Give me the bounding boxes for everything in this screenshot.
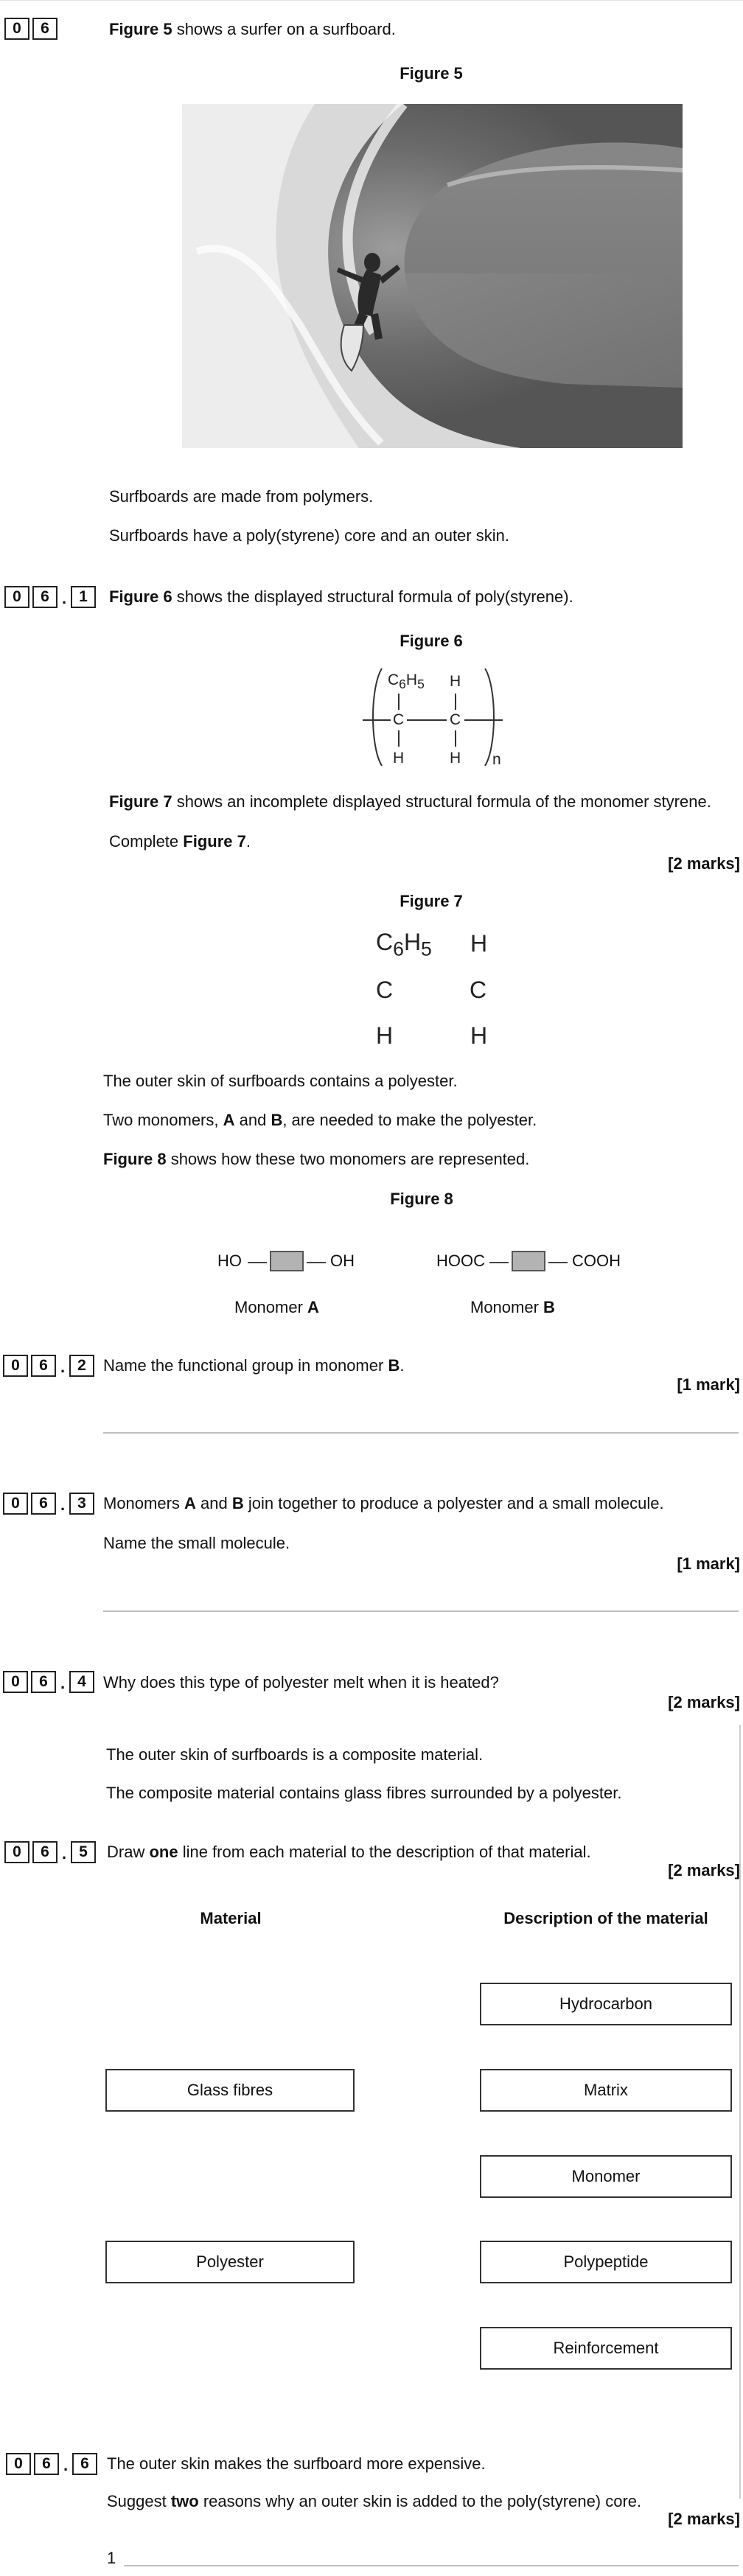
monomer-a-label bbox=[234, 1298, 319, 1317]
atom: C bbox=[388, 671, 400, 688]
q066-answer-line-1[interactable] bbox=[124, 2565, 739, 2566]
description-matrix[interactable]: Matrix bbox=[480, 2069, 732, 2112]
q062-text bbox=[103, 1356, 404, 1375]
monomer-ref: A bbox=[307, 1298, 319, 1316]
polyester-para2 bbox=[103, 1111, 537, 1130]
text: Suggest bbox=[107, 2492, 171, 2510]
emphasis: two bbox=[170, 2492, 199, 2510]
figure-7-caption: Figure 7 bbox=[400, 892, 463, 910]
bond-line bbox=[548, 1262, 568, 1263]
qnum-digit: 0 bbox=[4, 18, 29, 40]
text: reasons why an outer skin is added to the poly(styrene) core. bbox=[198, 2492, 642, 2510]
text: line from each material to the description of that material. bbox=[178, 1843, 591, 1861]
q066-text: The outer skin makes the surfboard more expensive. bbox=[107, 2454, 486, 2473]
q061-intro bbox=[109, 587, 573, 607]
atom: H bbox=[403, 929, 422, 955]
q06-para1: Surfboards are made from polymers. bbox=[109, 487, 374, 506]
text: . bbox=[400, 1356, 405, 1375]
fig7-c-left[interactable]: C bbox=[376, 977, 394, 1003]
text: Monomer bbox=[470, 1298, 544, 1316]
qnum-digit: 6 bbox=[32, 18, 57, 40]
qnum-digit: 4 bbox=[69, 1671, 94, 1693]
description-column-header: Description of the material bbox=[503, 1909, 708, 1927]
qnum-digit: 0 bbox=[3, 1355, 28, 1377]
qnum-digit: 1 bbox=[71, 586, 96, 608]
complete-instruction bbox=[109, 832, 251, 851]
figure-6-caption: Figure 6 bbox=[400, 632, 463, 650]
monomer-b-box bbox=[512, 1251, 545, 1271]
question-number-06-2 bbox=[3, 1355, 97, 1377]
surfer-photo bbox=[182, 104, 683, 448]
qnum-digit: 0 bbox=[3, 1671, 28, 1693]
material-column-header: Material bbox=[200, 1909, 262, 1927]
text: Monomer bbox=[234, 1298, 308, 1316]
fig7-h-bottom-left[interactable]: H bbox=[376, 1022, 394, 1049]
text: join together to produce a polyester and a small molecule. bbox=[243, 1494, 664, 1512]
q066-marks: [2 marks] bbox=[668, 2510, 740, 2528]
monomer-a-box bbox=[270, 1251, 304, 1271]
figure-6-formula bbox=[360, 666, 507, 769]
q062-answer-line[interactable] bbox=[103, 1432, 739, 1434]
fig6-n: n bbox=[492, 751, 501, 768]
monomer-ref: B bbox=[231, 1494, 244, 1512]
qnum-digit: 0 bbox=[6, 2453, 31, 2475]
fig6-c6h5 bbox=[388, 671, 425, 692]
emphasis: one bbox=[149, 1843, 178, 1861]
text: Complete bbox=[109, 832, 184, 851]
qnum-digit: 2 bbox=[69, 1355, 94, 1377]
q063-marks: [1 mark] bbox=[677, 1554, 740, 1573]
figure-5-caption: Figure 5 bbox=[400, 64, 463, 83]
qnum-digit: 6 bbox=[31, 1355, 56, 1377]
fig6-c-right: C bbox=[450, 711, 461, 728]
question-number-06-4 bbox=[3, 1671, 97, 1693]
subscript: 6 bbox=[399, 677, 406, 692]
qnum-dot: . bbox=[63, 2456, 69, 2474]
q061-intro-text: shows the displayed structural formula of poly(styrene). bbox=[172, 587, 573, 606]
answer-line-number: 1 bbox=[107, 2549, 116, 2567]
bond-line bbox=[489, 1262, 509, 1263]
text: and bbox=[234, 1111, 271, 1129]
qnum-digit: 6 bbox=[32, 586, 57, 608]
text: Name the functional group in monomer bbox=[103, 1356, 388, 1375]
text: , are needed to make the polyester. bbox=[282, 1111, 537, 1129]
material-glass-fibres[interactable]: Glass fibres bbox=[105, 2069, 355, 2112]
description-reinforcement[interactable]: Reinforcement bbox=[480, 2327, 732, 2370]
atom: C bbox=[376, 929, 394, 955]
fig6-h-bottom-right: H bbox=[450, 750, 461, 767]
polyester-para1: The outer skin of surfboards contains a polyester. bbox=[103, 1072, 458, 1090]
text: Monomers bbox=[103, 1494, 185, 1512]
question-number-06-3 bbox=[3, 1493, 97, 1515]
q064-text: Why does this type of polyester melt when it is heated? bbox=[103, 1673, 499, 1692]
bond-line bbox=[248, 1262, 267, 1263]
bond-line bbox=[307, 1262, 326, 1263]
monomer-ref: A bbox=[184, 1494, 196, 1512]
figure-ref: Figure 5 bbox=[109, 20, 172, 38]
q062-marks: [1 mark] bbox=[677, 1375, 740, 1394]
description-polypeptide[interactable]: Polypeptide bbox=[480, 2241, 732, 2283]
figure-8-caption: Figure 8 bbox=[390, 1190, 453, 1208]
monomer-a-right-group: OH bbox=[330, 1252, 355, 1270]
q064-marks: [2 marks] bbox=[668, 1693, 740, 1711]
qnum-digit: 6 bbox=[72, 2453, 97, 2475]
q063-text bbox=[103, 1494, 664, 1513]
composite-para2: The composite material contains glass fibres surrounded by a polyester. bbox=[106, 1784, 622, 1802]
polyester-para3 bbox=[103, 1150, 529, 1169]
qnum-digit: 6 bbox=[34, 2453, 59, 2475]
text: and bbox=[195, 1494, 232, 1512]
qnum-digit: 6 bbox=[32, 1841, 57, 1863]
page-side-rule bbox=[739, 1725, 741, 2499]
q065-text bbox=[107, 1843, 591, 1862]
page-top-rule bbox=[0, 0, 743, 1]
subscript: 6 bbox=[393, 938, 404, 960]
fig7-c6h5 bbox=[376, 929, 432, 960]
text: . bbox=[245, 832, 251, 851]
qnum-dot: . bbox=[60, 1674, 66, 1692]
subscript: 5 bbox=[421, 938, 432, 960]
subscript: 5 bbox=[417, 677, 425, 692]
q061-marks: [2 marks] bbox=[668, 854, 740, 873]
fig6-h-bottom-left: H bbox=[393, 750, 405, 767]
qnum-digit: 6 bbox=[31, 1671, 56, 1693]
qnum-digit: 0 bbox=[4, 1841, 29, 1863]
atom: H bbox=[405, 671, 418, 688]
question-number-06-6 bbox=[6, 2453, 100, 2475]
question-number-06-1 bbox=[4, 586, 99, 608]
monomer-b-label bbox=[470, 1298, 555, 1317]
q065-marks: [2 marks] bbox=[668, 1861, 740, 1879]
question-number-06-5 bbox=[4, 1841, 99, 1863]
monomer-ref: A bbox=[223, 1111, 235, 1129]
q063-answer-line[interactable] bbox=[103, 1610, 739, 1612]
description-hydrocarbon[interactable]: Hydrocarbon bbox=[480, 1983, 732, 2025]
monomer-b-left-group: HOOC bbox=[436, 1252, 485, 1270]
fig6-c-left: C bbox=[393, 711, 405, 728]
figure-6-bonds bbox=[360, 666, 507, 769]
fig7-h-bottom-right[interactable]: H bbox=[470, 1022, 488, 1049]
qnum-digit: 3 bbox=[69, 1493, 94, 1515]
composite-para1: The outer skin of surfboards is a composite material. bbox=[106, 1745, 484, 1764]
figure-ref: Figure 8 bbox=[103, 1150, 167, 1168]
qnum-digit: 0 bbox=[3, 1493, 28, 1515]
fig7-intro-text: shows an incomplete displayed structural formula of the monomer styrene. bbox=[172, 792, 711, 811]
q063-text2: Name the small molecule. bbox=[103, 1534, 290, 1552]
text: Two monomers, bbox=[103, 1111, 223, 1129]
qnum-dot: . bbox=[61, 589, 67, 607]
monomer-ref: B bbox=[271, 1111, 283, 1129]
qnum-dot: . bbox=[61, 1844, 67, 1863]
q06-para2: Surfboards have a poly(styrene) core and an outer skin. bbox=[109, 526, 509, 545]
material-polyester[interactable]: Polyester bbox=[105, 2241, 355, 2283]
fig7-intro bbox=[109, 792, 711, 811]
q066-text2 bbox=[107, 2492, 641, 2511]
qnum-dot: . bbox=[60, 1358, 66, 1376]
question-number-06 bbox=[4, 18, 60, 40]
monomer-ref: B bbox=[543, 1298, 555, 1316]
qnum-digit: 6 bbox=[31, 1493, 56, 1515]
figure-ref: Figure 6 bbox=[109, 587, 172, 606]
monomer-b-right-group: COOH bbox=[572, 1252, 621, 1270]
monomer-a-left-group: HO bbox=[217, 1252, 242, 1270]
figure-ref: Figure 7 bbox=[183, 832, 246, 851]
qnum-digit: 5 bbox=[71, 1841, 96, 1863]
fig6-h-top: H bbox=[450, 673, 461, 690]
qnum-digit: 0 bbox=[4, 586, 29, 608]
figure-ref: Figure 7 bbox=[109, 792, 172, 811]
monomer-ref: B bbox=[388, 1356, 400, 1375]
description-monomer[interactable]: Monomer bbox=[480, 2155, 732, 2198]
text: shows how these two monomers are represented. bbox=[166, 1150, 530, 1168]
text: Draw bbox=[107, 1843, 150, 1861]
qnum-dot: . bbox=[60, 1495, 66, 1514]
fig7-h-top[interactable]: H bbox=[470, 930, 488, 957]
fig7-c-right[interactable]: C bbox=[470, 977, 487, 1003]
q06-intro-text: shows a surfer on a surfboard. bbox=[172, 20, 396, 38]
q06-intro bbox=[109, 20, 396, 39]
